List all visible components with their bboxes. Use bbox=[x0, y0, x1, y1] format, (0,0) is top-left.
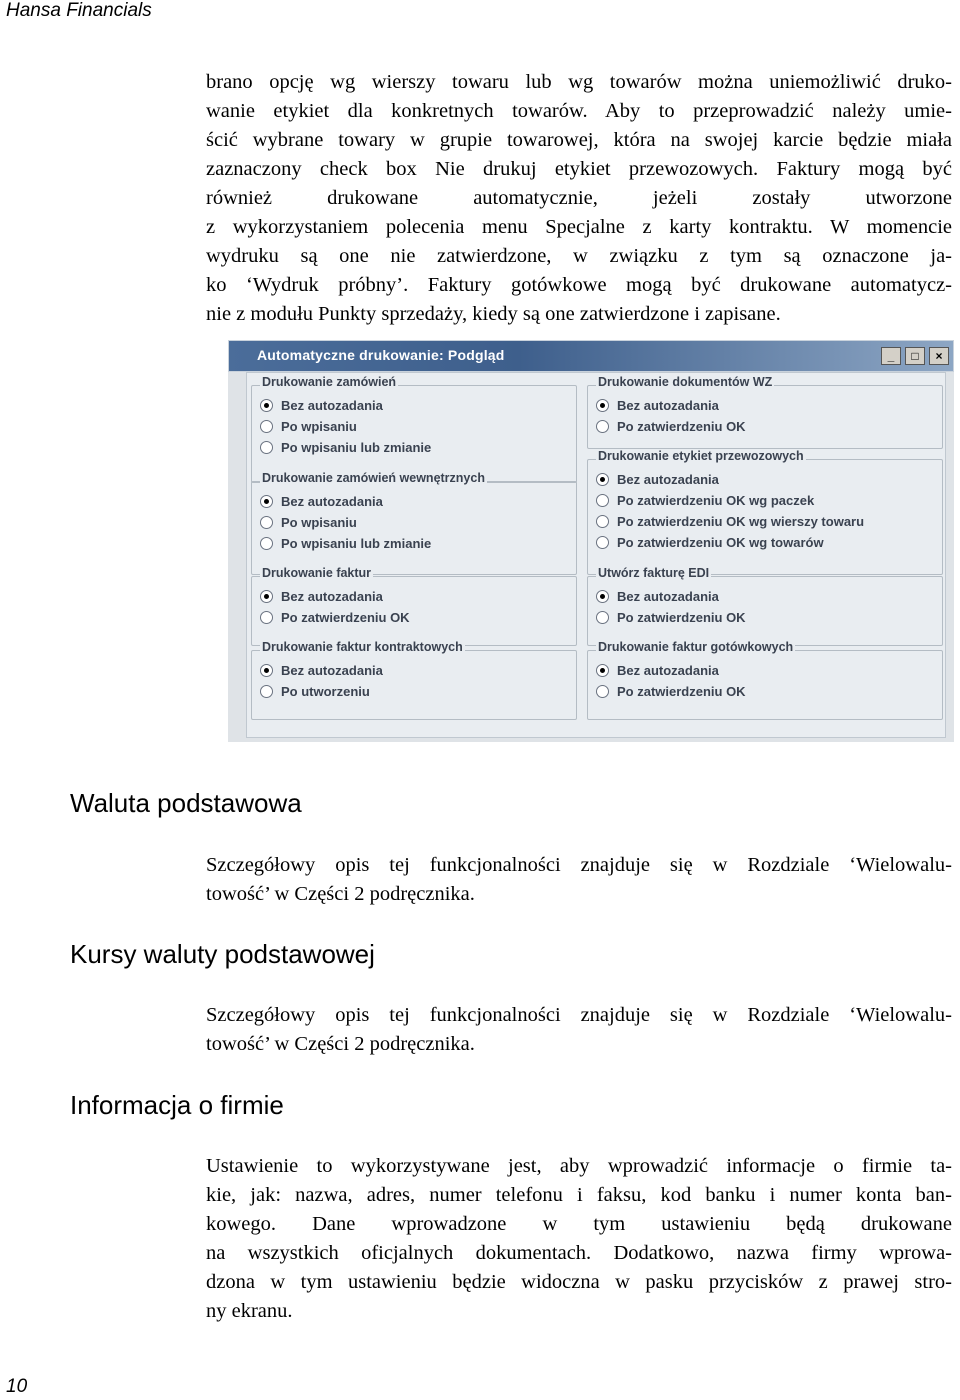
radio-option[interactable] bbox=[260, 589, 383, 604]
radio-option[interactable] bbox=[260, 419, 357, 434]
text-line: Szczegółowy opis tej funkcjonalności znajduje się w Rozdziale ‘Wielowalu- bbox=[206, 1004, 952, 1026]
radio-option[interactable] bbox=[596, 589, 719, 604]
radio-option[interactable] bbox=[596, 398, 719, 413]
text-line: ny ekranu. bbox=[206, 1300, 293, 1322]
radio-option-label: Po zatwierdzeniu OK wg towarów bbox=[617, 535, 824, 550]
window-title: Automatyczne drukowanie: Podgląd bbox=[257, 347, 505, 363]
radio-option[interactable] bbox=[260, 663, 383, 678]
text-line: brano opcję wg wierszy towaru lub wg towarów można uniemożliwić druko- bbox=[206, 71, 952, 93]
text-line: nie z modułu Punkty sprzedaży, kiedy są one zatwierdzone i zapisane. bbox=[206, 303, 781, 325]
option-group-title: Drukowanie etykiet przewozowych bbox=[598, 449, 804, 463]
radio-option[interactable] bbox=[260, 610, 410, 625]
radio-checked-icon[interactable] bbox=[596, 399, 609, 412]
radio-unchecked-icon[interactable] bbox=[260, 420, 273, 433]
option-group-title: Drukowanie dokumentów WZ bbox=[598, 375, 773, 389]
section-heading: Waluta podstawowa bbox=[70, 788, 302, 818]
radio-unchecked-icon[interactable] bbox=[596, 420, 609, 433]
text-line: również drukowane automatycznie, jeżeli zostały utworzone bbox=[206, 187, 952, 209]
radio-unchecked-icon[interactable] bbox=[260, 685, 273, 698]
radio-unchecked-icon[interactable] bbox=[260, 611, 273, 624]
radio-checked-icon[interactable] bbox=[260, 399, 273, 412]
option-group bbox=[251, 566, 577, 646]
radio-option[interactable] bbox=[596, 684, 746, 699]
radio-option-label: Bez autozadania bbox=[617, 472, 719, 487]
option-group bbox=[587, 566, 943, 646]
option-group bbox=[251, 471, 577, 575]
text-line: Szczegółowy opis tej funkcjonalności znajduje się w Rozdziale ‘Wielowalu- bbox=[206, 854, 952, 876]
option-group bbox=[251, 640, 577, 720]
radio-option-label: Po zatwierdzeniu OK bbox=[617, 684, 746, 699]
radio-option-label: Bez autozadania bbox=[281, 589, 383, 604]
radio-option[interactable] bbox=[596, 472, 719, 487]
option-group-title: Drukowanie faktur bbox=[262, 566, 372, 580]
text-line: Ustawienie to wykorzystywane jest, aby wprowadzić informacje o firmie ta- bbox=[206, 1155, 952, 1177]
text-line: zaznaczony check box Nie drukuj etykiet przewozowych. Faktury mogą być bbox=[206, 158, 952, 180]
radio-option[interactable] bbox=[260, 515, 357, 530]
radio-option[interactable] bbox=[596, 493, 814, 508]
radio-option-label: Po zatwierdzeniu OK wg wierszy towaru bbox=[617, 514, 865, 529]
text-line: kie, jak: nazwa, adres, numer telefonu i faksu, kod banku i numer konta ban- bbox=[206, 1184, 952, 1206]
radio-unchecked-icon[interactable] bbox=[596, 494, 609, 507]
radio-option-label: Bez autozadania bbox=[617, 589, 719, 604]
section-paragraph bbox=[206, 851, 952, 909]
minimize-button[interactable]: _ bbox=[881, 347, 901, 365]
radio-option[interactable] bbox=[596, 419, 746, 434]
intro-paragraph bbox=[206, 68, 952, 329]
radio-option-label: Bez autozadania bbox=[617, 663, 719, 678]
section-paragraph bbox=[206, 1152, 952, 1326]
radio-option-label: Po wpisaniu bbox=[281, 419, 357, 434]
radio-unchecked-icon[interactable] bbox=[596, 685, 609, 698]
text-line: wanie etykiet dla konkretnych towarów. Aby to przeprowadzić należy umie- bbox=[206, 100, 952, 122]
text-line: dzona w tym ustawieniu będzie widoczna w pasku przycisków z prawej stro- bbox=[206, 1271, 952, 1293]
radio-option-label: Po zatwierdzeniu OK bbox=[617, 610, 746, 625]
window-titlebar[interactable] bbox=[228, 340, 954, 372]
text-line: z wykorzystaniem polecenia menu Specjalne z karty kontraktu. W momencie bbox=[206, 216, 952, 238]
option-group-title: Drukowanie faktur kontraktowych bbox=[262, 640, 463, 654]
radio-checked-icon[interactable] bbox=[596, 473, 609, 486]
page-number: 10 bbox=[6, 1376, 28, 1397]
radio-option-label: Po zatwierdzeniu OK bbox=[617, 419, 746, 434]
radio-option[interactable] bbox=[260, 494, 383, 509]
section-heading: Kursy waluty podstawowej bbox=[70, 939, 375, 969]
auto-print-window bbox=[228, 340, 954, 742]
radio-unchecked-icon[interactable] bbox=[260, 516, 273, 529]
radio-option-label: Po zatwierdzeniu OK wg paczek bbox=[617, 493, 815, 508]
radio-option-label: Po utworzeniu bbox=[281, 684, 370, 699]
close-button[interactable]: × bbox=[929, 347, 949, 365]
radio-checked-icon[interactable] bbox=[260, 664, 273, 677]
radio-option[interactable] bbox=[596, 535, 824, 550]
radio-option[interactable] bbox=[260, 398, 383, 413]
option-group bbox=[587, 375, 943, 449]
radio-checked-icon[interactable] bbox=[260, 590, 273, 603]
radio-unchecked-icon[interactable] bbox=[596, 611, 609, 624]
option-group-title: Utwórz fakturę EDI bbox=[598, 566, 710, 580]
options-panel bbox=[246, 372, 946, 738]
option-group-title: Drukowanie zamówień wewnętrznych bbox=[262, 471, 485, 485]
radio-option-label: Po wpisaniu lub zmianie bbox=[281, 440, 432, 455]
radio-option-label: Po wpisaniu bbox=[281, 515, 357, 530]
radio-option-label: Bez autozadania bbox=[617, 398, 719, 413]
option-group-title: Drukowanie zamówień bbox=[262, 375, 397, 389]
text-line: na wszystkich oficjalnych dokumentach. Dodatkowo, nazwa firmy wprowa- bbox=[206, 1242, 952, 1264]
radio-option[interactable] bbox=[260, 440, 431, 455]
radio-option-label: Bez autozadania bbox=[281, 398, 383, 413]
radio-checked-icon[interactable] bbox=[596, 590, 609, 603]
text-line: ko ‘Wydruk próbny’. Faktury gotówkowe mogą być drukowane automatycz- bbox=[206, 274, 952, 296]
option-group-title: Drukowanie faktur gotówkowych bbox=[598, 640, 794, 654]
text-line: ścić wybrane towary w grupie towarowej, która na swojej karcie będzie miała bbox=[206, 129, 952, 151]
radio-unchecked-icon[interactable] bbox=[260, 441, 273, 454]
radio-option[interactable] bbox=[596, 514, 864, 529]
radio-option-label: Po zatwierdzeniu OK bbox=[281, 610, 410, 625]
maximize-button[interactable]: □ bbox=[905, 347, 925, 365]
radio-unchecked-icon[interactable] bbox=[260, 537, 273, 550]
section-heading: Informacja o firmie bbox=[70, 1090, 284, 1120]
radio-unchecked-icon[interactable] bbox=[596, 515, 609, 528]
text-line: towość’ w Części 2 podręcznika. bbox=[206, 1033, 475, 1055]
text-line: wydruku są one nie zatwierdzone, w związku z tym są oznaczone ja- bbox=[206, 245, 952, 267]
option-group bbox=[587, 449, 943, 575]
radio-option[interactable] bbox=[260, 684, 370, 699]
radio-checked-icon[interactable] bbox=[260, 495, 273, 508]
text-line: kowego. Dane wprowadzone w tym ustawieniu będą drukowane bbox=[206, 1213, 952, 1235]
radio-option-label: Po wpisaniu lub zmianie bbox=[281, 536, 432, 551]
radio-option[interactable] bbox=[596, 610, 746, 625]
radio-unchecked-icon[interactable] bbox=[596, 536, 609, 549]
radio-checked-icon[interactable] bbox=[596, 664, 609, 677]
text-line: towość’ w Części 2 podręcznika. bbox=[206, 883, 475, 905]
running-header: Hansa Financials bbox=[6, 0, 152, 21]
radio-option-label: Bez autozadania bbox=[281, 663, 383, 678]
option-group bbox=[251, 375, 577, 483]
option-group bbox=[587, 640, 943, 720]
radio-option[interactable] bbox=[596, 663, 719, 678]
section-paragraph bbox=[206, 1001, 952, 1059]
radio-option[interactable] bbox=[260, 536, 431, 551]
radio-option-label: Bez autozadania bbox=[281, 494, 383, 509]
